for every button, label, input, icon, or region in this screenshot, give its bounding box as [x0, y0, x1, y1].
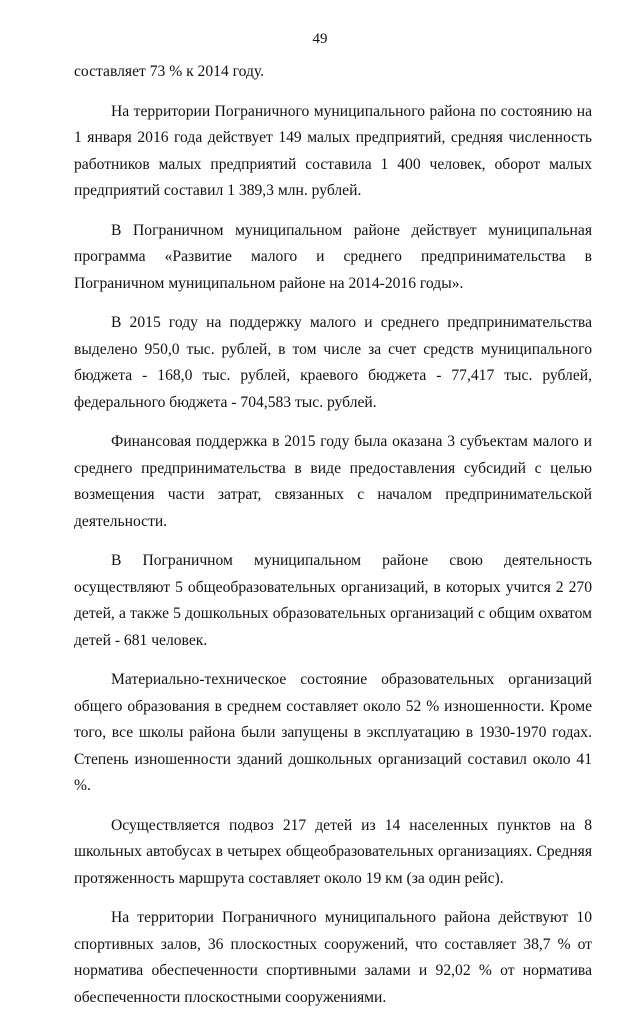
paragraph-2: На территории Пограничного муниципального района по состоянию на 1 января 2016 года действует 149 малых предприятий, средняя численность работников малых предприятий составила 1 400 человек, оборот малых предприятий составил 1 389,3 млн. рублей.: [74, 102, 592, 199]
page-number: 49: [312, 31, 328, 47]
paragraph-4: В 2015 году на поддержку малого и среднего предпринимательства выделено 950,0 тыс. рублей, в том числе за счет средств муниципального бюджета - 168,0 тыс. рублей, краевого бюджета - 77,417 тыс. рублей, федерального бюджета - 704,583 тыс. рублей.: [74, 314, 592, 411]
paragraph-9: На территории Пограничного муниципального района действуют 10 спортивных залов, 36 плоскостных сооружений, что составляет 38,7 % от норматива обеспеченности спортивными залами и 92,02 % от норматива обеспеченности плоскостными сооружениями.: [74, 909, 592, 1006]
paragraph-8: Осуществляется подвоз 217 детей из 14 населенных пунктов на 8 школьных автобусах в четырех общеобразовательных организациях. Средняя протяженность маршрута составляет около 19 км (за один рейс).: [74, 816, 592, 887]
paragraph-5: Финансовая поддержка в 2015 году была оказана 3 субъектам малого и среднего предпринимательства в виде предоставления субсидий с целью возмещения части затрат, связанных с началом предпринимательской деятельности.: [74, 433, 592, 530]
paragraph-1: составляет 73 % к 2014 году.: [74, 63, 265, 80]
document-body: [74, 59, 592, 1024]
paragraph-6: В Пограничном муниципальном районе свою деятельность осуществляют 5 общеобразовательных организаций, в которых учится 2 270 детей, а также 5 дошкольных образовательных организаций с общим охватом детей - 681 человек.: [74, 552, 592, 649]
paragraph-3: В Пограничном муниципальном районе действует муниципальная программа «Развитие малого и среднего предпринимательства в Пограничном муниципальном районе на 2014-2016 годы».: [74, 221, 592, 292]
paragraph-7: Материально-техническое состояние образовательных организаций общего образования в среднем составляет около 52 % изношенности. Кроме того, все школы района были запущены в эксплуатацию в 1930-1970 годах. Степень изношенности зданий дошкольных организаций составил около 41 %.: [74, 671, 592, 794]
